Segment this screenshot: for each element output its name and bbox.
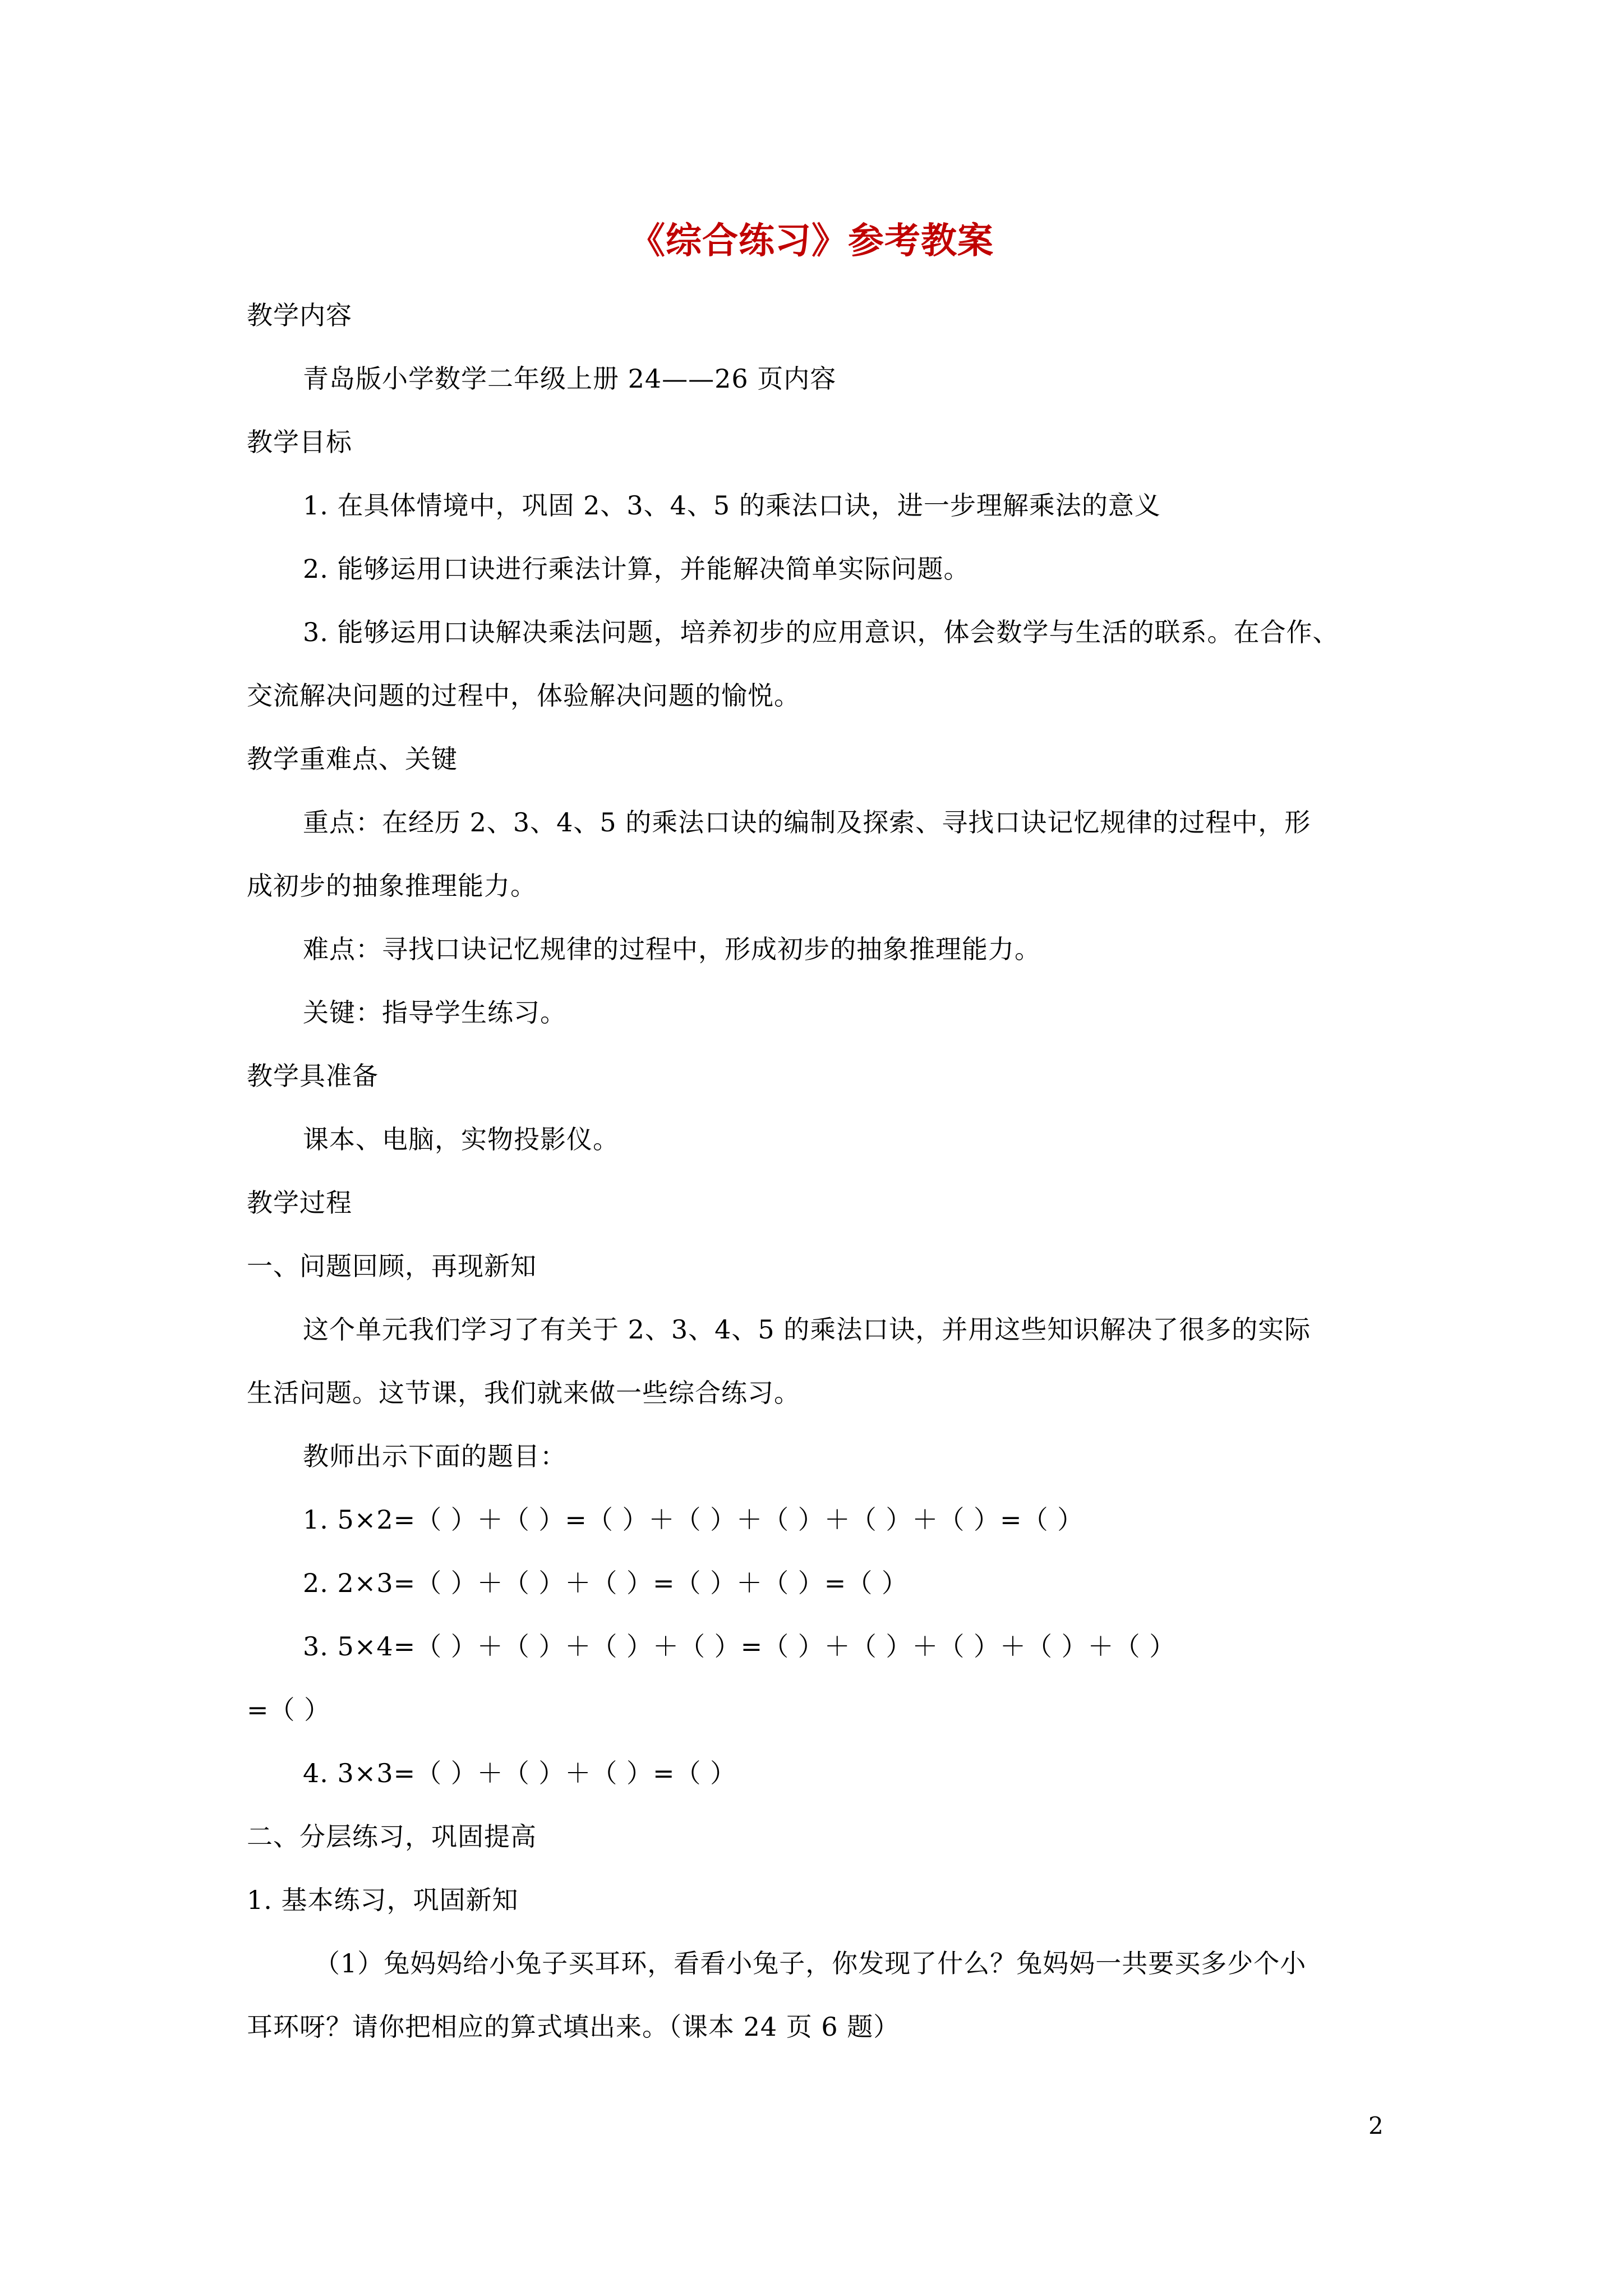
paragraph-line: 2. 能够运用口诀进行乘法计算，并能解决简单实际问题。	[303, 554, 970, 584]
paragraph-line: 这个单元我们学习了有关于 2、3、4、5 的乘法口诀，并用这些知识解决了很多的实际	[303, 1314, 1311, 1345]
paragraph-line: 生活问题。这节课，我们就来做一些综合练习。	[247, 1378, 800, 1408]
heading-teaching-goals: 教学目标	[247, 427, 352, 457]
page-number: 2	[1368, 2112, 1384, 2139]
paragraph-line: 重点：在经历 2、3、4、5 的乘法口诀的编制及探索、寻找口诀记忆规律的过程中，形	[303, 807, 1311, 838]
exercise-line: 2. 2×3=（ ）＋（ ）＋（ ）=（ ）＋（ ）=（ ）	[303, 1568, 908, 1598]
section-heading: 二、分层练习，巩固提高	[247, 1821, 537, 1852]
exercise-line: 1. 5×2=（ ）＋（ ）=（ ）＋（ ）＋（ ）＋（ ）＋（ ）=（ ）	[303, 1504, 1084, 1535]
exercise-line: 4. 3×3=（ ）＋（ ）＋（ ）=（ ）	[303, 1758, 737, 1788]
subsection-heading: 1. 基本练习，巩固新知	[247, 1885, 519, 1915]
paragraph-line: 耳环呀？请你把相应的算式填出来。（课本 24 页 6 题）	[247, 2012, 900, 2042]
paragraph-line: 难点：寻找口诀记忆规律的过程中，形成初步的抽象推理能力。	[303, 934, 1041, 964]
paragraph-line: 教师出示下面的题目：	[303, 1441, 566, 1471]
document-title: 《综合练习》参考教案	[629, 220, 994, 262]
heading-process: 教学过程	[247, 1188, 352, 1218]
section-heading: 一、问题回顾，再现新知	[247, 1251, 537, 1281]
paragraph-line: 青岛版小学数学二年级上册 24——26 页内容	[303, 364, 837, 394]
paragraph-line: （1）兔妈妈给小兔子买耳环，看看小兔子，你发现了什么？兔妈妈一共要买多少个小	[314, 1948, 1307, 1978]
paragraph-line: 交流解决问题的过程中，体验解决问题的愉悦。	[247, 680, 800, 711]
paragraph-line: 1. 在具体情境中，巩固 2、3、4、5 的乘法口诀，进一步理解乘法的意义	[303, 490, 1161, 521]
exercise-line: 3. 5×4=（ ）＋（ ）＋（ ）＋（ ）=（ ）＋（ ）＋（ ）＋（ ）＋（ ）	[303, 1631, 1176, 1662]
paragraph-line: 关键：指导学生练习。	[303, 997, 566, 1028]
heading-key-points: 教学重难点、关键	[247, 744, 458, 774]
paragraph-line: 课本、电脑，实物投影仪。	[303, 1124, 619, 1154]
exercise-line: =（ ）	[247, 1695, 331, 1725]
heading-materials: 教学具准备	[247, 1061, 379, 1091]
heading-teaching-content: 教学内容	[247, 300, 352, 330]
paragraph-line: 3. 能够运用口诀解决乘法问题，培养初步的应用意识，体会数学与生活的联系。在合作、	[303, 617, 1339, 647]
paragraph-line: 成初步的抽象推理能力。	[247, 871, 537, 901]
